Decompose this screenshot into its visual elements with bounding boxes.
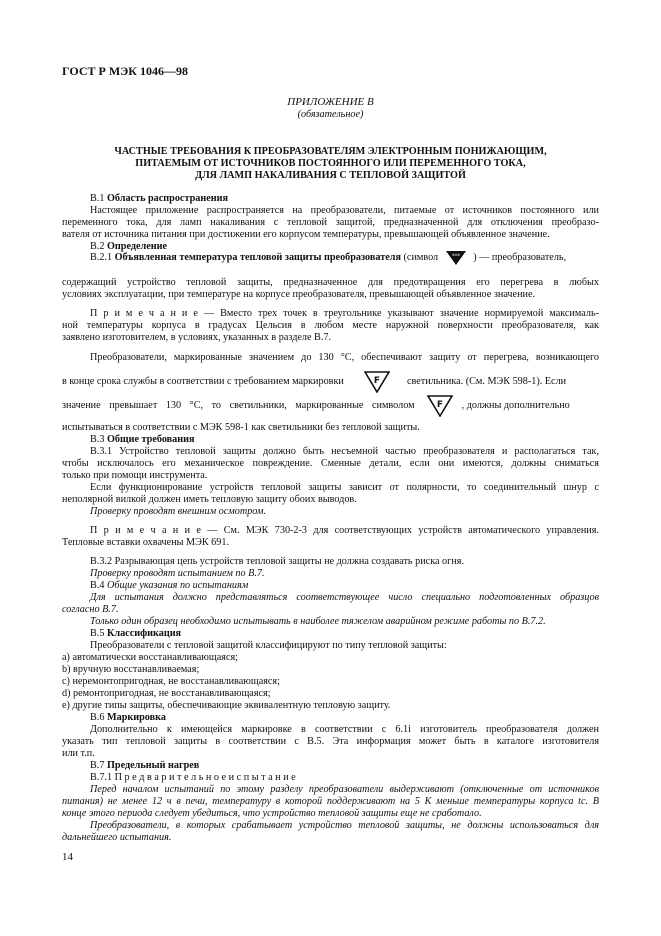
section-title: Предельный нагрев [106, 760, 200, 771]
paragraph-line: или т.п. [62, 748, 95, 759]
check-note: Проверку проводят внешним осмотром. [90, 506, 267, 517]
section-title: Определение [106, 241, 168, 252]
note-text: — Вместо трех точек в треугольнике указывают значение нормируемой максималь- [203, 308, 600, 319]
section-number: В.4 [90, 580, 105, 591]
note-label: П р и м е ч а н и е [90, 308, 198, 319]
paragraph-text: светильника. (См. МЭК 598-1). Если [406, 376, 567, 387]
paragraph-line: Дополнительно к имеющейся маркировке в соответствии с 6.1i изготовитель преобразователя должен [90, 724, 599, 735]
section-number: В.6 [90, 712, 105, 723]
section-heading-b3 [62, 434, 599, 446]
paragraph-line-with-symbol [62, 394, 599, 418]
paragraph-line: только при помощи инструмента. [62, 470, 208, 481]
clause-number: В.2.1 [90, 252, 113, 263]
note-line [62, 308, 599, 320]
paragraph-line: Настоящее приложение распространяется на преобразователи, питаемые от источников постоянного или [90, 205, 599, 216]
section-title: Классификация [106, 628, 182, 639]
paragraph-line: вателя от источника питания при достижении его корпусом температуры, превышающей объявленное значение. [62, 229, 550, 240]
check-note: Проверку проводят испытанием по В.7. [90, 568, 265, 579]
thermal-protection-triangle-icon [445, 250, 467, 266]
paragraph-line: Для испытания должно представляться соответствующее число специально подготовленных образцов [90, 592, 599, 603]
paragraph-line: Если функционирование устройств тепловой защиты зависит от полярности, то соединительный шнур с [90, 482, 599, 493]
paragraph-line: конце этого периода следует убедиться, что устройство тепловой защиты еще не сработало. [62, 808, 482, 819]
section-number: В.3 [90, 434, 105, 445]
note-line: ной температуры корпуса в градусах Цельсия в любом месте наружной поверхности преобразователя, как [62, 320, 599, 331]
subsection-heading: В.7.1 П р е д в а р и т е л ь н о е и с п ы т а н и е [90, 772, 296, 783]
section-title: Маркировка [106, 712, 166, 723]
appendix-title: ПРИЛОЖЕНИЕ В [287, 96, 374, 108]
note-line: заявлено изготовителем, в условиях, указанных в разделе В.7. [62, 332, 332, 343]
list-item: b) вручную восстанавливаемая; [62, 664, 200, 675]
paragraph-line: В.3.2 Разрывающая цепь устройств тепловой защиты не должна создавать риска огня. [90, 556, 465, 567]
main-title-line: ДЛЯ ЛАМП НАКАЛИВАНИЯ С ТЕПЛОВОЙ ЗАЩИТОЙ [195, 170, 466, 181]
paragraph-line: испытываться в соответствии с МЭК 598-1 как светильники без тепловой защиты. [62, 422, 420, 433]
symbol-mark-text: *** [451, 253, 460, 260]
section-heading-b6 [62, 712, 599, 724]
main-title-line: ПИТАЕМЫМ ОТ ИСТОЧНИКОВ ПОСТОЯННОГО ИЛИ ПЕРЕМЕННОГО ТОКА, [135, 158, 526, 169]
page-number: 14 [62, 851, 73, 863]
note-text: — См. МЭК 730-2-3 для соответствующих устройств автоматического управления. [207, 525, 599, 536]
section-heading-b5 [62, 628, 599, 640]
list-item: с) неремонтопригодная, не восстанавливающаяся; [62, 676, 280, 687]
paragraph-line: неполярной вилкой должен иметь тепловую защиту обоих выводов. [62, 494, 357, 505]
section-heading-b7 [62, 760, 599, 772]
section-number: В.2 [90, 241, 105, 252]
definition-line [62, 249, 599, 267]
definition-text: ) — преобразователь, [473, 252, 567, 263]
definition-text: (символ [403, 252, 439, 263]
paragraph-line: Преобразователи с тепловой защитой классифицируют по типу тепловой защиты: [90, 640, 447, 651]
paragraph-line: переменного тока, для ламп накаливания с тепловой защитой, предназначенной для отключения преобразо- [62, 217, 599, 228]
section-heading-b1 [62, 193, 599, 205]
section-title: Общие требования [106, 434, 195, 445]
symbol-letter: F [437, 399, 444, 410]
list-item: а) автоматически восстанавливающаяся; [62, 652, 238, 663]
section-number: В.5 [90, 628, 105, 639]
note-line: Тепловые вставки охвачены МЭК 691. [62, 537, 230, 548]
paragraph-line: питания) не менее 12 ч в печи, температуру в которой поддерживают на 5 К меньше температуры корпуса tc. В [62, 796, 599, 807]
paragraph-text: в конце срока службы в соответствии с требованием маркировки [62, 376, 344, 387]
symbol-letter: F [374, 375, 381, 386]
section-title: Общие указания по испытаниям [106, 580, 249, 591]
paragraph-text: значение превышает 130 °С, то светильники, маркированные символом [62, 400, 415, 411]
luminaire-marking-triangle-icon [427, 395, 453, 417]
note-line [62, 525, 599, 537]
paragraph-text: , должны дополнительно [461, 400, 570, 411]
paragraph-line: содержащий устройство тепловой защиты, предназначенное для предотвращения его перегрева в любых [62, 277, 599, 288]
paragraph-line: Перед началом испытаний по этому разделу преобразователи выдерживают (отключенные от источников [90, 784, 599, 795]
paragraph-line: Преобразователи, маркированные значением до 130 °С, обеспечивают защиту от перегрева, возникающего [90, 352, 599, 363]
paragraph-line: чтобы исключалось его механическое повреждение. Сменные детали, если они имеются, должны сниматься [62, 458, 599, 469]
document-header: ГОСТ Р МЭК 1046—98 [62, 64, 188, 78]
paragraph-line: В.3.1 Устройство тепловой защиты должно быть несъемной частью преобразователя и располагаться так, [90, 446, 599, 457]
appendix-subtitle: (обязательное) [297, 109, 364, 120]
paragraph-line: Преобразователи, в которых срабатывает устройство тепловой защиты, не должны использоваться для [90, 820, 599, 831]
section-heading-b4 [62, 580, 599, 592]
list-item: d) ремонтопригодная, не восстанавливающаяся; [62, 688, 271, 699]
paragraph-line: дальнейшего испытания. [62, 832, 172, 843]
section-number: В.1 [90, 193, 105, 204]
paragraph-line: условиях эксплуатации, при температуре на корпусе преобразователя, превышающей объявленное значение. [62, 289, 536, 300]
list-item: е) другие типы защиты, обеспечивающие эквивалентную тепловую защиту. [62, 700, 391, 711]
note-label: П р и м е ч а н и е [90, 525, 201, 536]
paragraph-line: Только один образец необходимо испытывать в наиболее тяжелом аварийном режиме работы по В.7.2. [90, 616, 546, 627]
section-number: В.7 [90, 760, 105, 771]
luminaire-marking-triangle-icon [364, 371, 390, 393]
section-title: Область распространения [106, 193, 228, 204]
paragraph-line: согласно В.7. [62, 604, 119, 615]
definition-term: Объявленная температура тепловой защиты преобразователя [114, 252, 401, 263]
paragraph-line-with-symbol [62, 370, 599, 394]
paragraph-line: указать тип тепловой защиты в соответствии с В.5. Эта информация может быть в каталоге изготовителя [62, 736, 599, 747]
main-title-line: ЧАСТНЫЕ ТРЕБОВАНИЯ К ПРЕОБРАЗОВАТЕЛЯМ ЭЛЕКТРОННЫМ ПОНИЖАЮЩИМ, [114, 146, 547, 157]
